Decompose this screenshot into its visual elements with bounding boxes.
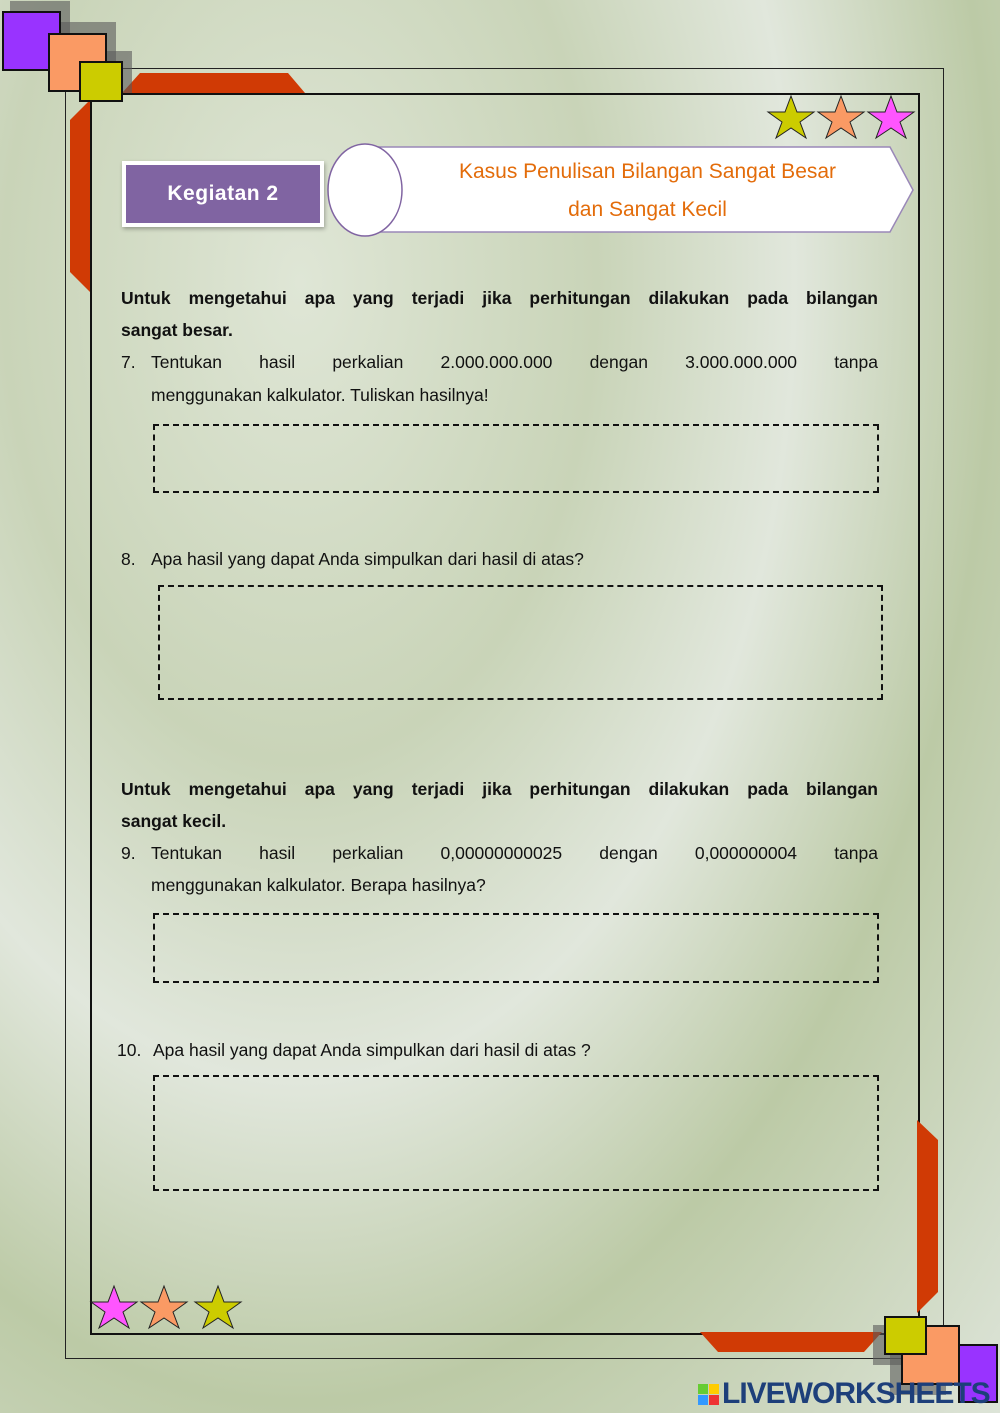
question-10-text: Apa hasil yang dapat Anda simpulkan dari hasil di atas ? [153, 1040, 591, 1060]
question-number: 8. [121, 549, 136, 569]
liveworksheets-watermark [698, 1377, 990, 1411]
star-icon [768, 96, 814, 138]
question-9-text-cont: menggunakan kalkulator. Berapa hasilnya? [151, 875, 486, 895]
star-icon [818, 96, 864, 138]
section-intro-small: Untuk mengetahui apa yang terjadi jika perhitungan dilakukan pada bilangan [121, 779, 878, 799]
page-title-line-2: dan Sangat Kecil [568, 198, 727, 221]
answer-box-9[interactable] [153, 913, 879, 983]
question-number: 7. [121, 352, 136, 372]
section-intro-small-end: sangat kecil. [121, 811, 227, 831]
star-icons-bottom [91, 1286, 241, 1328]
section-intro-large: Untuk mengetahui apa yang terjadi jika perhitungan dilakukan pada bilangan [121, 288, 878, 308]
answer-box-7[interactable] [153, 424, 879, 493]
page-title [405, 153, 890, 229]
question-8-text: Apa hasil yang dapat Anda simpulkan dari hasil di atas? [151, 549, 584, 569]
liveworksheets-wordmark: LIVEWORKSHEETS [722, 1377, 990, 1410]
question-7-text-cont: menggunakan kalkulator. Tuliskan hasilnya! [151, 385, 489, 405]
page-title-line-1: Kasus Penulisan Bilangan Sangat Besar [458, 160, 837, 183]
star-icon [91, 1286, 137, 1328]
star-icon [868, 96, 914, 138]
yellow-square [79, 61, 123, 102]
liveworksheets-logo-icon [698, 1384, 719, 1405]
yellow-square [884, 1316, 927, 1355]
star-icons-top [768, 96, 914, 138]
star-icon [141, 1286, 187, 1328]
activity-badge [122, 161, 324, 227]
red-bar-right [917, 1120, 938, 1313]
activity-label: Kegiatan 2 [167, 182, 279, 205]
question-9-text: Tentukan hasil perkalian 0,00000000025 dengan 0,000000004 tanpa [151, 843, 878, 863]
question-number: 10. [117, 1040, 142, 1060]
question-number: 9. [121, 843, 136, 863]
red-bar-top [122, 73, 305, 93]
answer-box-8[interactable] [158, 585, 883, 700]
red-bar-left [70, 100, 90, 292]
answer-box-10[interactable] [153, 1075, 879, 1191]
star-icon [195, 1286, 241, 1328]
red-bar-bottom [700, 1332, 882, 1352]
section-intro-large-end: sangat besar. [121, 320, 233, 340]
question-7-text: Tentukan hasil perkalian 2.000.000.000 dengan 3.000.000.000 tanpa [151, 352, 878, 372]
